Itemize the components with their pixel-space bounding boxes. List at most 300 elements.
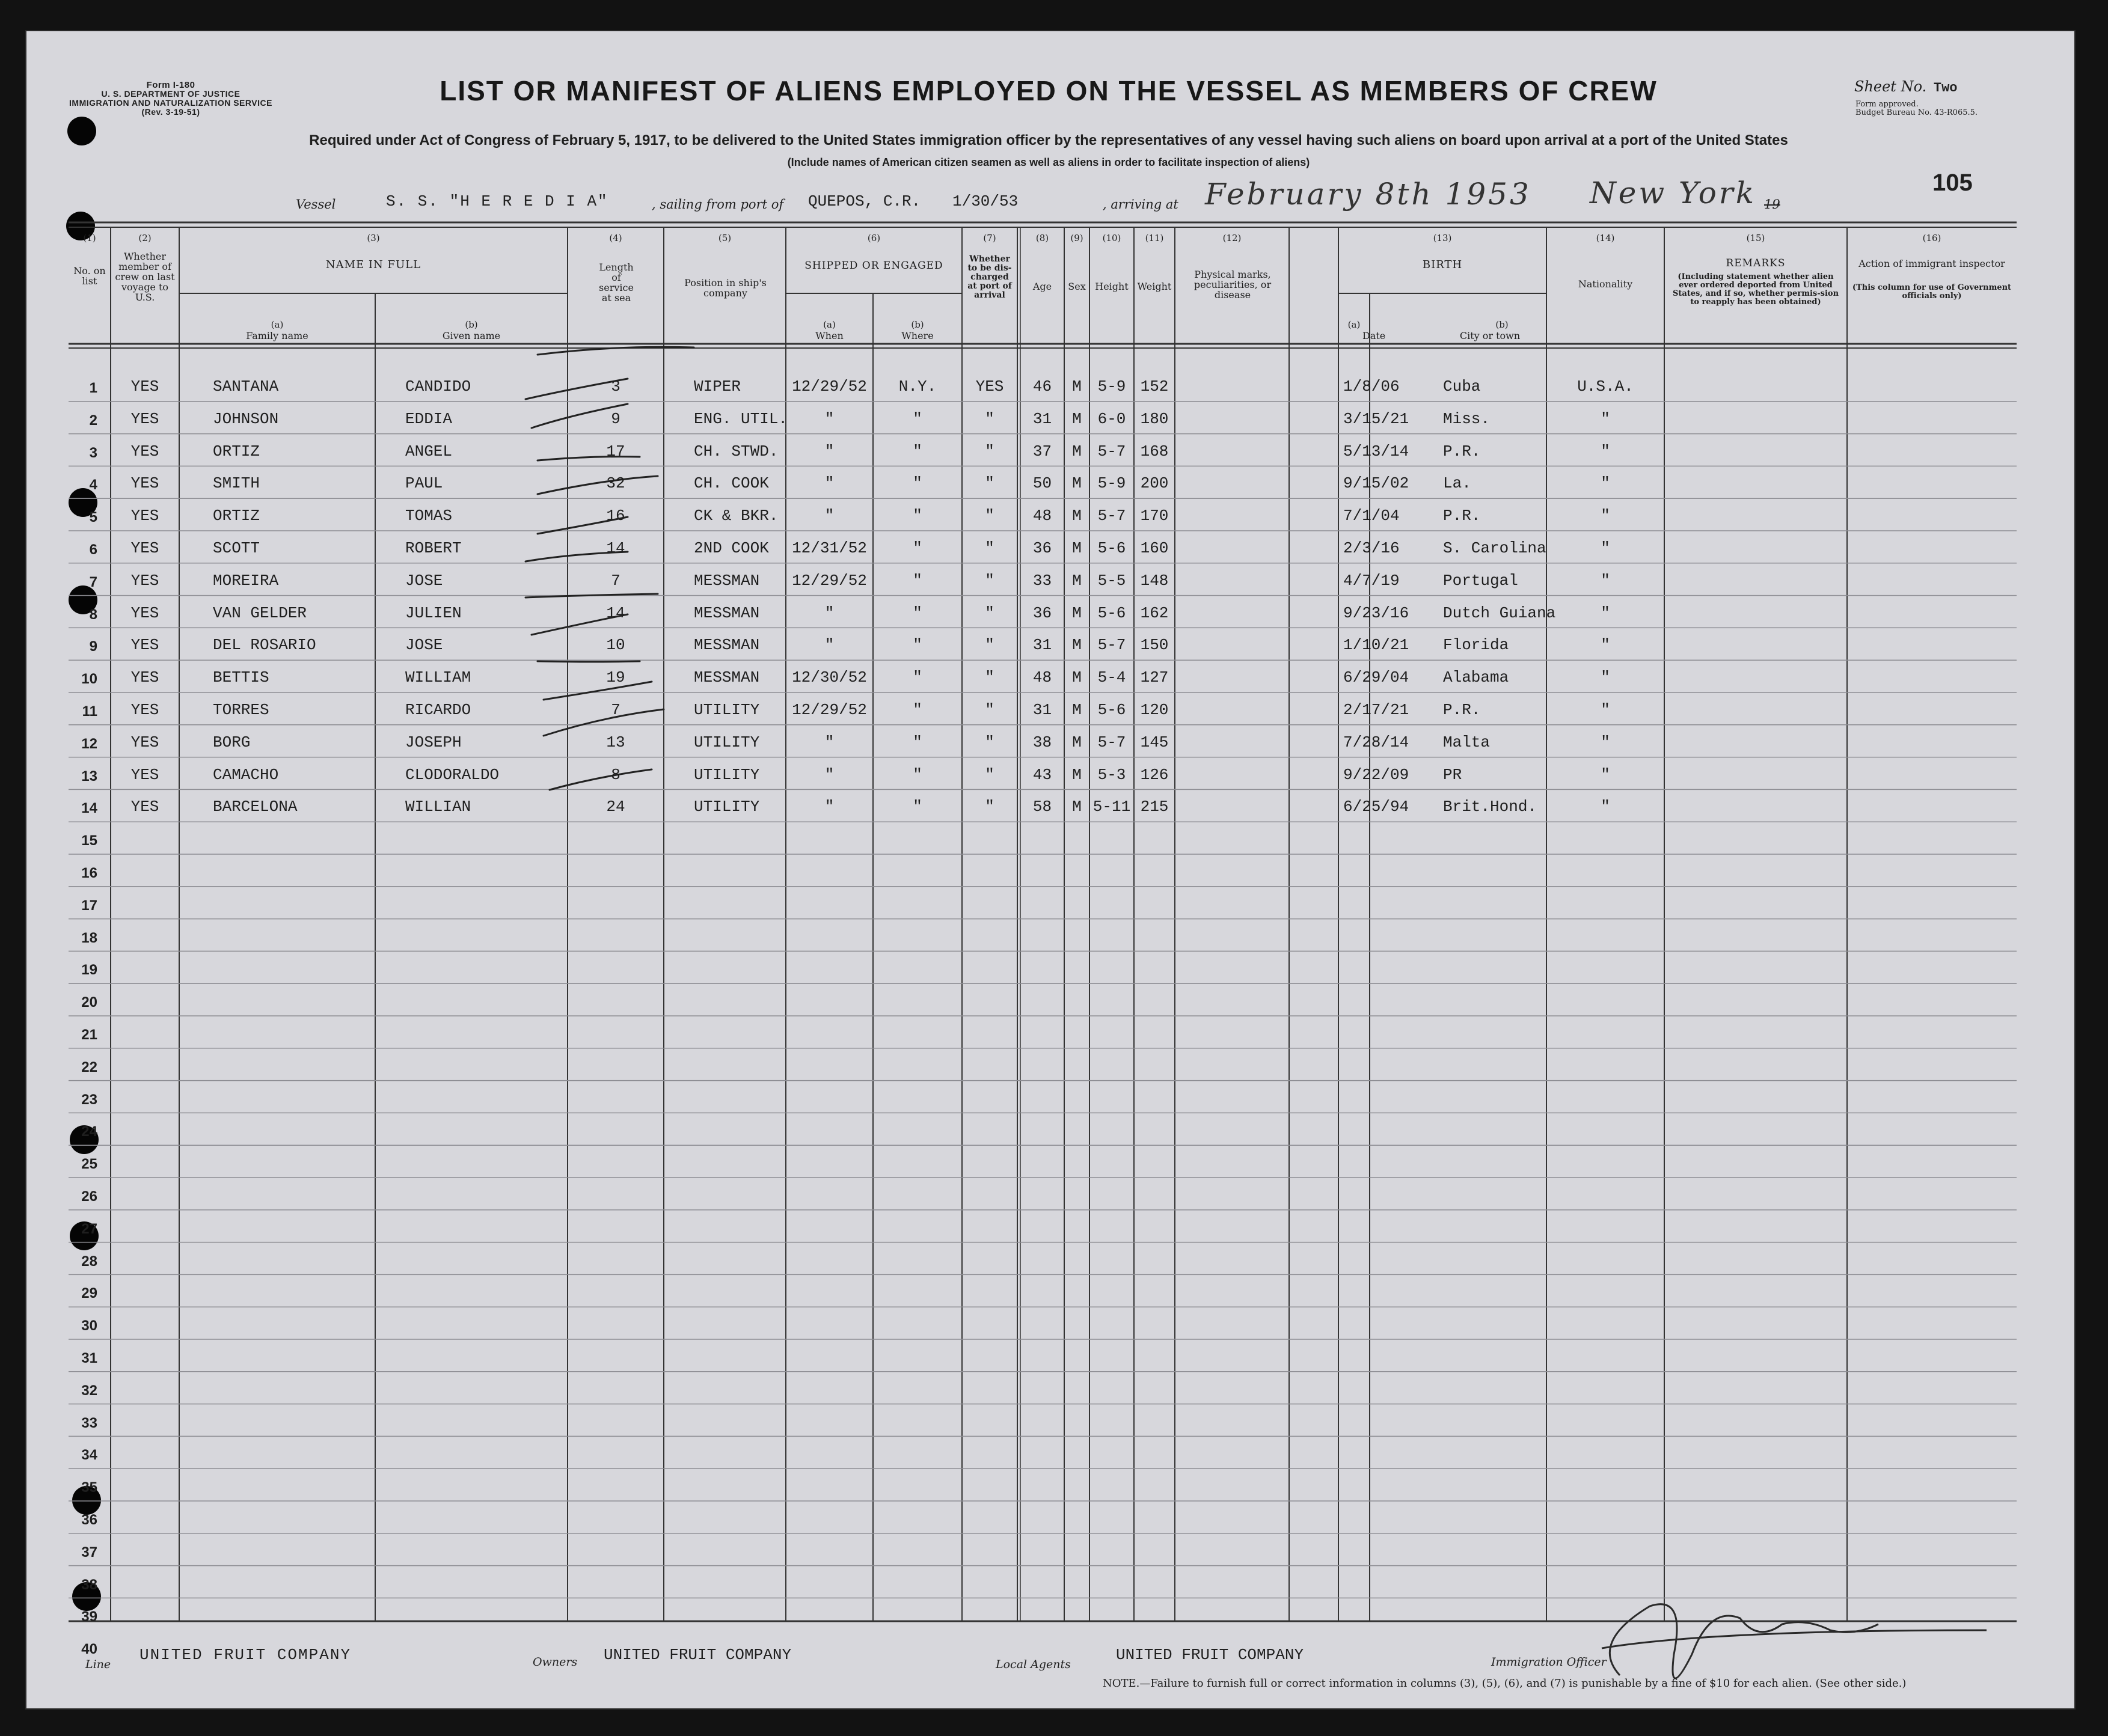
cell-family: BETTIS [213, 668, 269, 687]
cell-height: 5-6 [1097, 604, 1126, 622]
departure-port: QUEPOS, C.R. [808, 192, 921, 210]
col6-header: SHIPPED OR ENGAGED [804, 260, 943, 272]
col14-header: Nationality [1578, 278, 1633, 290]
cell-weight: 127 [1140, 668, 1169, 687]
row-number: 4 [89, 477, 97, 494]
cell-discharge: " [985, 668, 994, 687]
cell-family: DEL ROSARIO [213, 636, 316, 655]
cell-family: MOREIRA [213, 571, 279, 590]
cell-where: N.Y. [898, 377, 937, 396]
cell-discharge: " [985, 798, 994, 816]
col4-number: (4) [609, 233, 622, 243]
cell-birth-date: 2/3/16 [1343, 539, 1400, 557]
cell-sex: M [1072, 604, 1082, 622]
form-note: (Include names of American citizen seamen as well as aliens in order to facilitate inspection of aliens) [787, 156, 1310, 168]
service: IMMIGRATION AND NATURALIZATION SERVICE [69, 98, 272, 108]
cell-where: " [913, 474, 922, 493]
cell-weight: 120 [1140, 701, 1169, 719]
officer-label: Immigration Officer [1491, 1655, 1607, 1669]
cell-height: 5-4 [1097, 668, 1126, 687]
row-number: 22 [81, 1059, 97, 1075]
cell-age: 31 [1032, 701, 1052, 719]
cell-age: 33 [1032, 571, 1052, 590]
cell-sex: M [1072, 668, 1082, 687]
cell-position: UTILITY [694, 798, 760, 816]
row-number: 27 [81, 1220, 97, 1237]
col9-number: (9) [1070, 233, 1083, 243]
cell-sex: M [1072, 571, 1082, 590]
cell-birth-city: Malta [1443, 733, 1491, 751]
cell-position: WIPER [694, 377, 741, 396]
cell-discharge: " [985, 701, 994, 719]
cell-prev: YES [130, 377, 159, 396]
cell-when: 12/29/52 [792, 701, 867, 719]
cell-weight: 168 [1140, 442, 1169, 460]
cell-birth-city: Cuba [1443, 377, 1481, 396]
cell-prev: YES [130, 604, 159, 622]
row-number: 32 [81, 1382, 97, 1399]
cell-birth-city: Alabama [1443, 668, 1509, 687]
cell-weight: 200 [1140, 474, 1169, 493]
cell-nationality: " [1601, 604, 1610, 622]
col6b-number: (b) [911, 319, 924, 330]
cell-position: UTILITY [694, 701, 760, 719]
col8-number: (8) [1035, 233, 1049, 243]
cell-service: 24 [606, 798, 625, 816]
cell-age: 48 [1032, 507, 1052, 525]
cell-where: " [913, 604, 922, 622]
cell-when: " [824, 636, 835, 655]
cell-birth-date: 7/28/14 [1343, 733, 1409, 751]
row-number: 39 [81, 1609, 97, 1625]
cell-service: 3 [611, 377, 620, 396]
cell-given: ROBERT [405, 539, 462, 557]
cell-birth-date: 9/22/09 [1343, 765, 1409, 784]
col16-subheader: (This column for use of Government officials only) [1852, 283, 2012, 301]
cell-when: 12/31/52 [792, 539, 867, 557]
cell-discharge: " [985, 571, 994, 590]
col13-header: BIRTH [1422, 258, 1463, 271]
cell-when: " [824, 604, 835, 622]
cell-service: 7 [611, 701, 620, 719]
col10-number: (10) [1102, 233, 1121, 243]
cell-nationality: " [1601, 668, 1610, 687]
col10-header: Height [1095, 281, 1129, 292]
col1-header: No. on list [73, 265, 106, 287]
line-value: UNITED FRUIT COMPANY [139, 1646, 352, 1664]
col11-number: (11) [1145, 233, 1164, 243]
cell-position: CH. COOK [694, 474, 769, 493]
cell-age: 50 [1032, 474, 1052, 493]
cell-age: 31 [1032, 636, 1052, 655]
sheet-label: Sheet No. [1854, 78, 1927, 95]
cell-age: 58 [1032, 798, 1052, 816]
vessel-label: Vessel [296, 197, 336, 212]
manifest-sheet [25, 30, 2076, 1710]
row-number: 36 [81, 1512, 97, 1528]
col12-number: (12) [1222, 233, 1242, 243]
cell-position: MESSMAN [694, 604, 760, 622]
cell-birth-city: Florida [1443, 636, 1509, 655]
cell-age: 31 [1032, 409, 1052, 428]
cell-where: " [913, 571, 922, 590]
cell-nationality: " [1601, 636, 1610, 655]
cell-service: 9 [611, 409, 620, 428]
cell-family: VAN GELDER [213, 604, 307, 622]
cell-birth-city: La. [1443, 474, 1471, 493]
cell-when: 12/29/52 [792, 571, 867, 590]
cell-sex: M [1072, 539, 1082, 557]
department: U. S. DEPARTMENT OF JUSTICE [101, 89, 241, 99]
col2-header: Whether member of crew on last voyage to U.S. [115, 251, 175, 303]
col3b-header: Given name [442, 330, 501, 341]
col13a-number: (a) [1347, 319, 1361, 330]
cell-service: 14 [606, 539, 625, 557]
cell-family: BARCELONA [213, 798, 298, 816]
cell-height: 5-7 [1097, 507, 1126, 525]
cell-height: 5-7 [1097, 733, 1126, 751]
cell-age: 37 [1032, 442, 1052, 460]
col3a-number: (a) [271, 319, 284, 330]
col6b-header: Where [901, 330, 934, 341]
cell-discharge: " [985, 733, 994, 751]
cell-given: JOSE [405, 571, 443, 590]
row-number: 16 [81, 865, 97, 881]
cell-sex: M [1072, 701, 1082, 719]
cell-nationality: " [1601, 571, 1610, 590]
cell-service: 19 [606, 668, 625, 687]
col7-header: Whether to be dis-charged at port of arrival [967, 254, 1012, 300]
col13b-number: (b) [1495, 319, 1509, 330]
row-number: 29 [81, 1285, 97, 1302]
cell-birth-date: 9/15/02 [1343, 474, 1409, 493]
cell-birth-date: 9/23/16 [1343, 604, 1409, 622]
col7-number: (7) [983, 233, 996, 243]
row-number: 2 [89, 412, 97, 429]
cell-given: JOSEPH [405, 733, 462, 751]
cell-birth-date: 5/13/14 [1343, 442, 1409, 460]
cell-service: 8 [611, 765, 620, 784]
row-number: 30 [81, 1318, 97, 1334]
cell-weight: 145 [1140, 733, 1169, 751]
cell-family: SMITH [213, 474, 260, 493]
cell-weight: 152 [1140, 377, 1169, 396]
cell-weight: 162 [1140, 604, 1169, 622]
cell-position: MESSMAN [694, 668, 760, 687]
cell-birth-date: 4/7/19 [1343, 571, 1400, 590]
cell-birth-date: 1/10/21 [1343, 636, 1409, 655]
cell-nationality: " [1601, 701, 1610, 719]
cell-age: 38 [1032, 733, 1052, 751]
cell-prev: YES [130, 668, 159, 687]
cell-when: " [824, 733, 835, 751]
cell-prev: YES [130, 507, 159, 525]
cell-sex: M [1072, 507, 1082, 525]
cell-sex: M [1072, 442, 1082, 460]
cell-prev: YES [130, 474, 159, 493]
year-printed: 19 [1764, 197, 1780, 212]
officer-signature [1602, 1604, 1987, 1678]
cell-discharge: " [985, 604, 994, 622]
cell-nationality: " [1601, 798, 1610, 816]
cell-birth-date: 2/17/21 [1343, 701, 1409, 719]
cell-when: " [824, 765, 835, 784]
approval-line-2: Budget Bureau No. 43-R065.5. [1855, 108, 1978, 117]
col11-header: Weight [1137, 281, 1172, 292]
cell-birth-city: Portugal [1443, 571, 1518, 590]
cell-where: " [913, 668, 922, 687]
cell-when: " [824, 442, 835, 460]
cell-family: BORG [213, 733, 251, 751]
cell-discharge: " [985, 636, 994, 655]
col13b-header: City or town [1459, 330, 1521, 341]
row-number: 6 [89, 542, 97, 558]
cell-family: ORTIZ [213, 507, 260, 525]
col5-number: (5) [718, 233, 732, 243]
cell-given: EDDIA [405, 409, 453, 428]
cell-sex: M [1072, 765, 1082, 784]
cell-height: 5-3 [1097, 765, 1126, 784]
cell-height: 5-11 [1092, 798, 1131, 816]
cell-height: 5-9 [1097, 377, 1126, 396]
cell-discharge: " [985, 409, 994, 428]
cell-prev: YES [130, 409, 159, 428]
cell-prev: YES [130, 539, 159, 557]
page-number: 105 [1932, 170, 1973, 196]
cell-birth-city: P.R. [1443, 507, 1481, 525]
cell-when: 12/30/52 [792, 668, 867, 687]
col1-number: (1) [83, 233, 96, 243]
col8-header: Age [1032, 281, 1052, 292]
row-number: 26 [81, 1188, 97, 1205]
cell-sex: M [1072, 733, 1082, 751]
col2-number: (2) [138, 233, 152, 243]
cell-given: CANDIDO [405, 377, 471, 396]
cell-position: ENG. UTIL. [694, 409, 788, 428]
cell-birth-city: S. Carolina [1443, 539, 1546, 557]
row-number: 12 [81, 735, 97, 752]
cell-weight: 160 [1140, 539, 1169, 557]
row-number: 13 [81, 768, 97, 784]
col3a-header: Family name [246, 330, 308, 341]
cell-nationality: " [1601, 733, 1610, 751]
cell-service: 16 [606, 507, 625, 525]
col14-number: (14) [1596, 233, 1615, 243]
row-number: 28 [81, 1253, 97, 1270]
cell-sex: M [1072, 377, 1082, 396]
cell-position: MESSMAN [694, 571, 760, 590]
row-number: 37 [81, 1544, 97, 1560]
cell-height: 5-6 [1097, 701, 1126, 719]
col16-header: Action of immigrant inspector [1858, 258, 2005, 269]
col12-header: Physical marks, peculiarities, or disease [1193, 269, 1272, 301]
col16-number: (16) [1922, 233, 1941, 243]
cell-age: 36 [1032, 604, 1052, 622]
cell-height: 5-7 [1097, 636, 1126, 655]
cell-nationality: " [1601, 765, 1610, 784]
row-number: 1 [89, 380, 97, 396]
cell-position: UTILITY [694, 765, 760, 784]
owners-value: UNITED FRUIT COMPANY [604, 1646, 792, 1664]
cell-birth-date: 3/15/21 [1343, 409, 1409, 428]
cell-age: 36 [1032, 539, 1052, 557]
cell-where: " [913, 798, 922, 816]
cell-sex: M [1072, 409, 1082, 428]
col15-header: REMARKS [1726, 257, 1786, 269]
cell-family: CAMACHO [213, 765, 279, 784]
agents-label: Local Agents [996, 1658, 1071, 1671]
cell-sex: M [1072, 636, 1082, 655]
cell-birth-city: Miss. [1443, 409, 1491, 428]
cell-when: " [824, 798, 835, 816]
cell-nationality: " [1601, 409, 1610, 428]
col4-header: Length of service at sea [599, 261, 634, 304]
cell-position: CK & BKR. [694, 507, 779, 525]
col9-header: Sex [1068, 281, 1086, 292]
revision: (Rev. 3-19-51) [141, 107, 200, 117]
owners-label: Owners [533, 1655, 578, 1669]
cell-prev: YES [130, 701, 159, 719]
cell-discharge: " [985, 474, 994, 493]
cell-family: SCOTT [213, 539, 260, 557]
cell-weight: 148 [1140, 571, 1169, 590]
row-number: 11 [82, 703, 97, 720]
cell-discharge: " [985, 507, 994, 525]
cell-height: 5-5 [1097, 571, 1126, 590]
col5-header: Position in ship's company [684, 277, 767, 299]
row-number: 9 [89, 638, 97, 655]
col3b-number: (b) [465, 319, 478, 330]
row-number: 20 [81, 994, 97, 1011]
cell-nationality: " [1601, 474, 1610, 493]
cell-service: 13 [606, 733, 625, 751]
cell-prev: YES [130, 798, 159, 816]
col13-number: (13) [1433, 233, 1452, 243]
row-number: 19 [81, 962, 97, 979]
cell-given: JULIEN [405, 604, 462, 622]
cell-birth-city: P.R. [1443, 442, 1481, 460]
cell-when: " [824, 507, 835, 525]
cell-discharge: YES [975, 377, 1004, 396]
arrival-port: New York [1590, 176, 1756, 210]
cell-family: ORTIZ [213, 442, 260, 460]
cell-where: " [913, 507, 922, 525]
cell-service: 10 [606, 636, 625, 655]
line-label: Line [85, 1658, 111, 1671]
sailing-label: , sailing from port of [652, 197, 784, 212]
cell-sex: M [1072, 798, 1082, 816]
form-subtitle: Required under Act of Congress of February 5, 1917, to be delivered to the United States immigration officer by the representatives of any vessel having such aliens on board upon arrival at a port of the United States [309, 132, 1788, 148]
row-number: 15 [81, 833, 97, 849]
cell-position: MESSMAN [694, 636, 760, 655]
row-number: 23 [81, 1091, 97, 1108]
row-number: 14 [81, 800, 97, 817]
cell-where: " [913, 409, 922, 428]
cell-weight: 170 [1140, 507, 1169, 525]
cell-height: 5-7 [1097, 442, 1126, 460]
cell-given: WILLIAM [405, 668, 471, 687]
cell-birth-date: 6/29/04 [1343, 668, 1409, 687]
cell-position: 2ND COOK [694, 539, 769, 557]
row-number: 8 [89, 606, 97, 623]
cell-service: 32 [606, 474, 625, 493]
sheet-value: Two [1933, 81, 1958, 96]
cell-birth-city: Dutch Guiana [1443, 604, 1556, 622]
cell-given: WILLIAN [405, 798, 471, 816]
cell-nationality: U.S.A. [1577, 377, 1634, 396]
cell-service: 17 [606, 442, 625, 460]
cell-prev: YES [130, 571, 159, 590]
cell-given: PAUL [405, 474, 443, 493]
cell-family: TORRES [213, 701, 269, 719]
cell-birth-city: PR [1443, 765, 1462, 784]
cell-birth-date: 1/8/06 [1343, 377, 1400, 396]
cell-position: UTILITY [694, 733, 760, 751]
col6a-number: (a) [823, 319, 836, 330]
approval-line-1: Form approved. [1855, 100, 1919, 109]
cell-given: TOMAS [405, 507, 453, 525]
cell-given: RICARDO [405, 701, 471, 719]
cell-service: 7 [611, 571, 620, 590]
row-number: 24 [81, 1123, 97, 1140]
col6-number: (6) [867, 233, 881, 243]
cell-when: " [824, 409, 835, 428]
cell-age: 43 [1032, 765, 1052, 784]
row-number: 17 [81, 897, 97, 914]
cell-birth-city: Brit.Hond. [1443, 798, 1537, 816]
cell-where: " [913, 765, 922, 784]
cell-nationality: " [1601, 539, 1610, 557]
cell-prev: YES [130, 733, 159, 751]
row-number: 18 [81, 929, 97, 946]
arrival-date: February 8th 1953 [1205, 177, 1531, 212]
form-number: Form I-180 [146, 80, 195, 90]
cell-prev: YES [130, 765, 159, 784]
row-number: 31 [81, 1350, 97, 1366]
row-number: 21 [81, 1027, 97, 1043]
cell-nationality: " [1601, 507, 1610, 525]
row-number: 40 [81, 1641, 97, 1658]
row-number: 3 [89, 444, 97, 461]
cell-position: CH. STWD. [694, 442, 779, 460]
cell-weight: 126 [1140, 765, 1169, 784]
vessel-name: S. S. "H E R E D I A" [386, 192, 608, 210]
col3-header: NAME IN FULL [325, 258, 421, 271]
col15-subheader: (Including statement whether alien ever ordered deported from United States, and if so, whether permis-sion to reapply has been obtained) [1672, 272, 1839, 307]
cell-when: 12/29/52 [792, 377, 867, 396]
cell-where: " [913, 539, 922, 557]
col6a-header: When [815, 330, 844, 341]
cell-prev: YES [130, 442, 159, 460]
cell-family: SANTANA [213, 377, 279, 396]
cell-discharge: " [985, 765, 994, 784]
cell-birth-date: 6/25/94 [1343, 798, 1409, 816]
col15-number: (15) [1746, 233, 1765, 243]
col13a-header: Date [1362, 330, 1386, 341]
cell-birth-date: 7/1/04 [1343, 507, 1400, 525]
agents-value: UNITED FRUIT COMPANY [1116, 1646, 1304, 1664]
footer-note: NOTE.—Failure to furnish full or correct information in columns (3), (5), (6), and (7) is punishable by a fine of $10 for each alien. (See other side.) [1103, 1677, 1907, 1690]
cell-given: JOSE [405, 636, 443, 655]
cell-height: 5-9 [1097, 474, 1126, 493]
cell-where: " [913, 733, 922, 751]
cell-where: " [913, 701, 922, 719]
cell-age: 46 [1032, 377, 1052, 396]
departure-date: 1/30/53 [952, 192, 1019, 210]
cell-when: " [824, 474, 835, 493]
cell-discharge: " [985, 539, 994, 557]
row-number: 5 [89, 509, 97, 526]
